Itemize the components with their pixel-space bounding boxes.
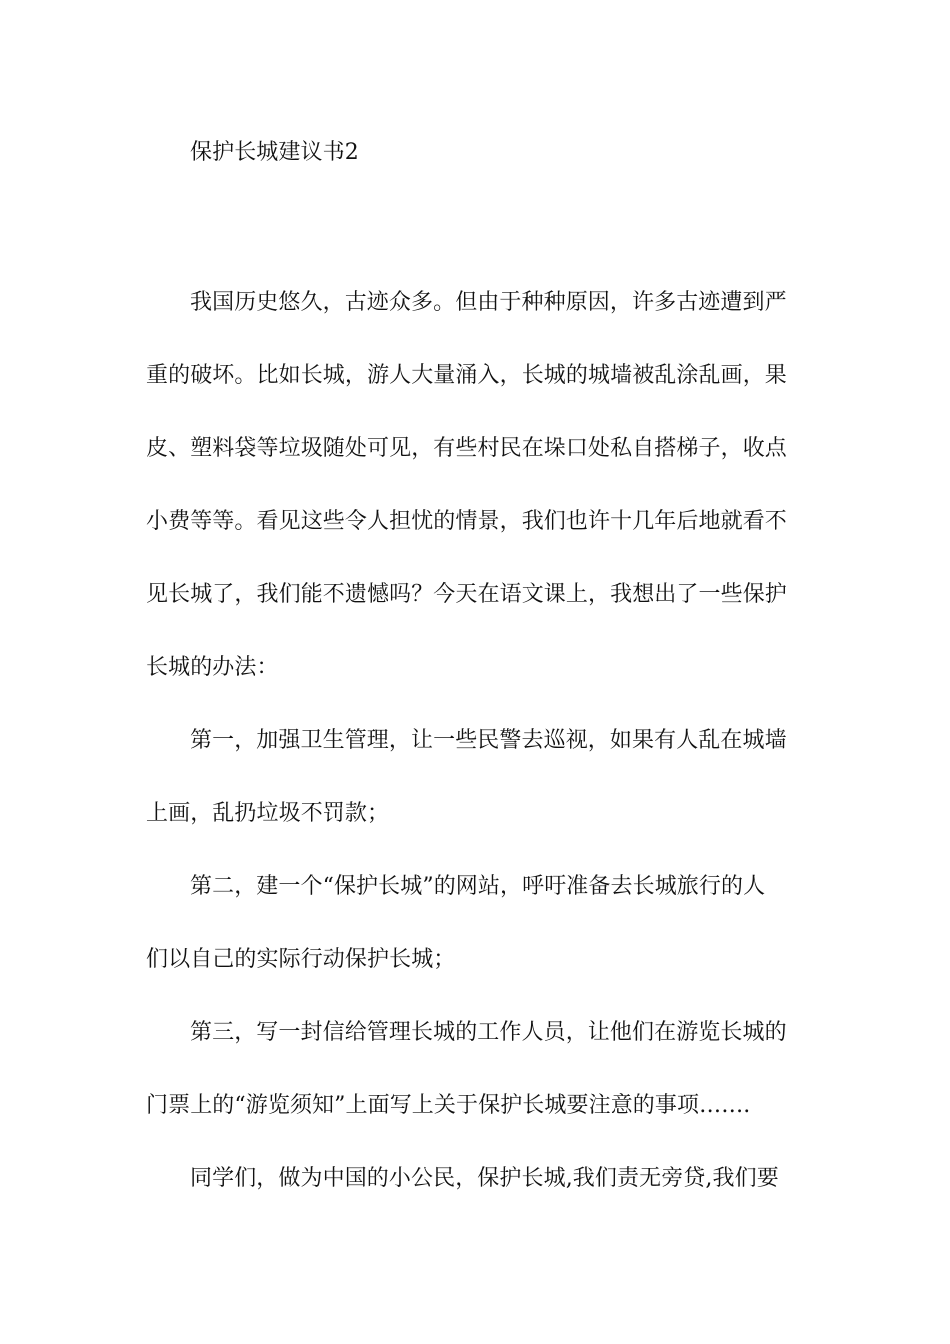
paragraph-5-line-1: 同学们，做为中国的小公民，保护长城,我们责无旁贷,我们要 (190, 1166, 779, 1191)
paragraph-4-line-1: 第三，写一封信给管理长城的工作人员，让他们在游览长城的 (190, 1020, 787, 1045)
paragraph-2-line-1: 第一，加强卫生管理，让一些民警去巡视，如果有人乱在城墙 (190, 728, 787, 753)
paragraph-1-line-1: 我国历史悠久，古迹众多。但由于种种原因，许多古迹遭到严 (190, 290, 787, 315)
paragraph-1-line-4: 小费等等。看见这些令人担忧的情景，我们也许十几年后地就看不 (146, 509, 787, 534)
paragraph-2-line-2: 上画，乱扔垃圾不罚款； (146, 801, 390, 826)
paragraph-1-line-3: 皮、塑料袋等垃圾随处可见，有些村民在垛口处私自搭梯子，收点 (146, 436, 787, 461)
paragraph-1-line-6: 长城的办法： (146, 655, 279, 680)
paragraph-3-line-2: 们以自己的实际行动保护长城； (146, 947, 456, 972)
paragraph-1-line-2: 重的破坏。比如长城，游人大量涌入，长城的城墙被乱涂乱画，果 (146, 363, 787, 388)
paragraph-1-line-5: 见长城了，我们能不遗憾吗？今天在语文课上，我想出了一些保护 (146, 582, 787, 607)
paragraph-4-line-2: 门票上的“游览须知”上面写上关于保护长城要注意的事项……. (146, 1093, 751, 1118)
paragraph-3-line-1: 第二，建一个“保护长城”的网站，呼吁准备去长城旅行的人 (190, 874, 766, 899)
document-title: 保护长城建议书2 (190, 140, 359, 165)
